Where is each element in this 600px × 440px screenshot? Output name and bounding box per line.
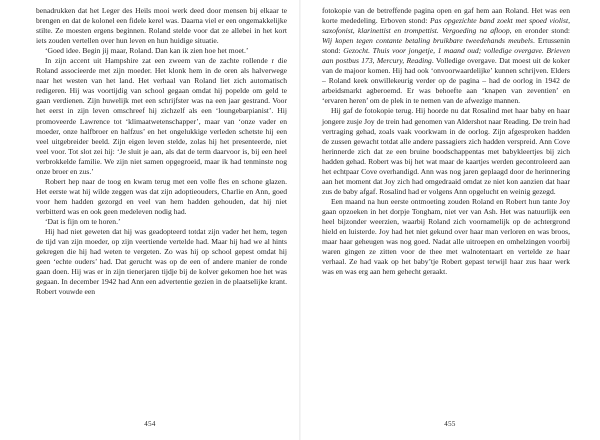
text-run: benadrukken dat het Leger des Heils mooi werk deed door mensen bij elkaar te brengen en dat de kolonel een fidele kerel was. Daarna viel er een ongemakkelijke stilte. Ze moesten ergens beginnen. Roland stelde voor dat ze allebei in het kort iets zouden vertellen over hun leven en hun huidige situatie. [36,6,287,46]
text-run: , en eronder stond: [509,26,571,36]
text-run: In zijn accent uit Hampshire zat een zweem van de zachte rollende r die Roland associeerde met zijn moeder. Het klonk hem in de oren als halverwege naar het westen van het land. Het verhaal van Roland liet zich automatisch redigeren. Hij was voortijdig van school gegaan omdat hij popelde om geld te gaan verdienen. Zijn huwelijk met een schrijfster was na een jaar gestrand. Voor het eerst in zijn leven omschreef hij zichzelf als een ‘loungebarpianist’. Hij promoveerde Lawrence tot ‘klimaatwetenschapper’, maar van ‘onze vader en moeder, onze halfbroer en halfzus’ en het ongelukkige verleden schetste hij een veel uitgebreider beeld. Zijn eigen leven stelde, zolas hij het presenteerde, niet veel voor. Tot slot zei hij: ‘Je sluit je aan, als dat de term daarvoor is, bij een heel verbrokkelde familie. We zijn niet samen opgegroeid, maar ik had tenminste nog onze broer en zus.’ [36,56,287,176]
text-run: ‘Goed idee. Begin jij maar, Roland. Dan kan ik zien hoe het moet.’ [45,46,249,56]
right-page-text [322,6,570,277]
text-run: . Ertussenin stond: [322,36,570,56]
paragraph [36,56,287,177]
left-page-text [36,6,287,297]
right-page [300,0,600,440]
text-run: . Volledige overgave. Dat moest uit de koker van de majoor komen. Hij had ook ‘onvoorwaardelijke’ kunnen schrijven. Elders – Roland keek onwillekeurig verder op de pagina – had de oorlog in 1942 de arbeidsmarkt agberoemd. Er was behoefte aan ‘knapen van zeventien’ en ‘ervaren heren’ om de plek in te nemen van de afwezige mannen. [322,56,570,106]
paragraph [36,227,287,297]
paragraph [322,106,570,196]
text-run: fotokopie van de betreffende pagina open en gaf hem aan Roland. Het was een korte mededeling. Erboven stond: [322,6,570,26]
text-run: Robert hep naar de toog en kwam terug met een volle fles en schone glazen. Het eerste wat hij wilde zeggen was dat zijn adoptieouders, Charlie en Ann, goed voor hem hadden gezorgd en veel van hem hadden gehouden, dat hij niet verbitterd was en ook geen medeleven nodig had. [36,176,287,216]
paragraph [322,197,570,277]
text-run: Hij had niet geweten dat hij was geadopteerd totdat zijn vader het hem, tegen de tijd van zijn moeder, op zijn veertiende vertelde had. Maar hij had we al hints gekregen die hij had weten te vergeten. Zo was hij op school gepest omdat hij geen ‘echte ouders’ had. Dat gerucht was op de een of andere manier de ronde gaan doen. Hij was er in zijn tienerjaren tijdje bij de kolver gekomen hoe het was gegaan. In december 1942 had Ann een advertentie gezien in de plaatselijke krant. Robert vouwde een [36,227,287,297]
italic-text-run: Gezocht. Thuis voor jongetje, 1 maand oud; volledige overgave. Brieven aan postbus 173, Mercury, Reading [322,46,570,66]
paragraph [36,6,287,46]
paragraph [322,6,570,106]
italic-text-run: Pas opgezichte band zoekt met spoed violist, saxofonist, klarinettist en trompettist. Vergoeding na afloop [322,16,571,36]
text-run: Hij gaf de fotokopie terug. Hij hoorde nu dat Rosalind met haar baby en haar jongere zusje Joy de trein had genomen van Aldershot naar Reading. De trein had vertraging gehad, zoals vaak voorkwam in de oorlog. Zijn afgesproken hadden de zussen gewacht totdat alle andere passagiers zich hadden verspreid. Ann Cove herinnerde zich dat ze een bruine boodschappentas met babykleertjes bij zich hadden gehad. Robert was bij het wat maar de kaartjes werden gecontroleerd aan het echtpaar Cove overhandigd. Ann was nog jaren geplaagd door de herinnering aan het moment dat Joy zich had omgedraaid omdat ze niet kon aanzien dat haar zus de baby afgaf. Rosalind had er volgens Ann opgelucht en weinig gezegd. [322,106,570,196]
paragraph [36,217,287,227]
italic-text-run: Wij kopen tegen contante betaling bruikbare tweedehands meubels [322,36,533,46]
text-run: ‘Dat is fijn om te horen.’ [45,216,121,226]
right-page-number: 455 [444,420,456,428]
paragraph [36,46,287,56]
text-run: Een maand na hun eerste ontmoeting zouden Roland en Robert hun tante Joy gaan opzoeken in het dorpje Tongham, niet ver van Ash. Het was natuurlijk een heel bijzonder weerzien, waarbij Roland zich voornamelijk op de achtergrond hield en luisterde. Joy had het niet gekund over haar man verloren en was broos, maar haar geheugen was nog goed. Nadat alle uitroepen en omhelzingen voorbij waren gingen ze zitten voor de thee met walnotentaart en vertelde ze haar verhaal. Ze had vaak op het baby’tje Robert gepast terwijl haar zus haar werk was en was erg aan hem gehecht geraakt. [322,196,570,277]
paragraph [36,177,287,217]
left-page-number: 454 [144,420,156,428]
